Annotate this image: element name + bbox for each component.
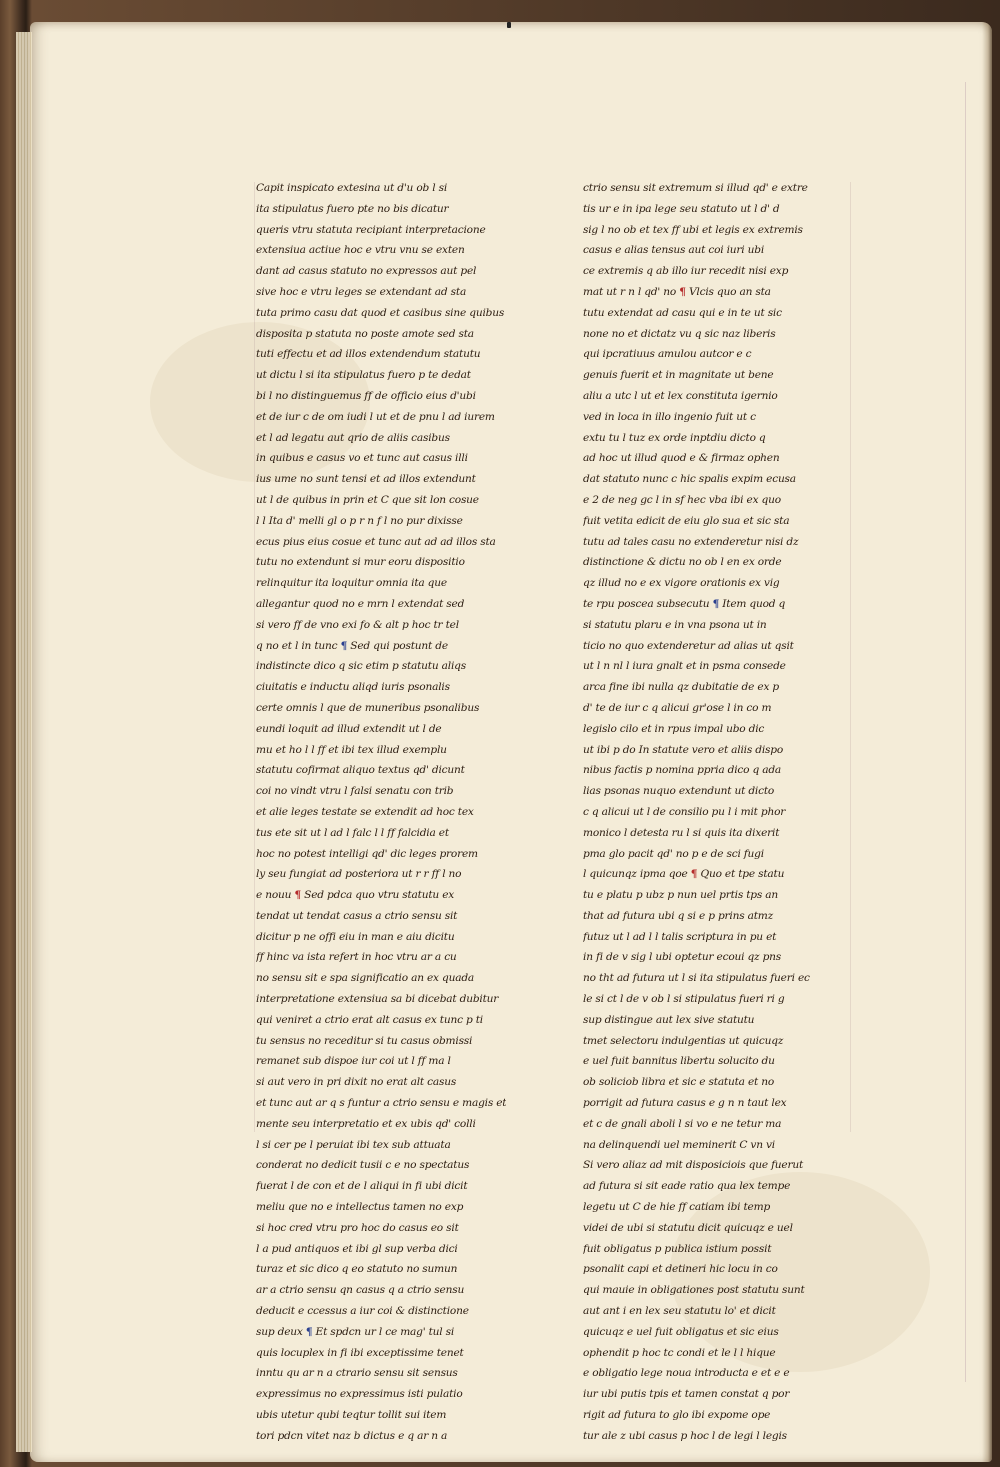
text-line: no sensu sit e spa significatio an ex quada	[256, 972, 475, 985]
text-line: legetu ut C de hie ff catiam ibi temp	[583, 1201, 771, 1214]
text-line: relinquitur ita loquitur omnia ita que	[256, 577, 447, 590]
text-line: pma glo pacit qd' no p e de sci fugi	[583, 847, 764, 860]
text-line: tuta primo casu dat quod et casibus sine quibus	[256, 306, 505, 319]
right-text-column	[583, 178, 833, 1447]
page-stack-edge	[16, 32, 32, 1452]
text-line: no tht ad futura ut l si ita stipulatus fueri ec	[583, 972, 810, 985]
text-line: turaz et sic dico q eo statuto no sumun	[256, 1263, 458, 1276]
text-line: certe omnis l que de muneribus psonalibus	[256, 701, 480, 714]
paragraph-mark: ¶	[679, 285, 686, 298]
ruling-line	[850, 182, 851, 1132]
text-line: e obligatio lege noua introducta e et e e	[583, 1367, 790, 1380]
text-line: inntu qu ar n a ctrario sensu sit sensus	[256, 1367, 458, 1380]
text-line: lias psonas nuquo extendunt ut dicto	[583, 785, 775, 798]
text-line: none no et dictatz vu q sic naz liberis	[583, 327, 776, 340]
text-line: e uel fuit bannitus libertu solucito du	[583, 1055, 775, 1068]
text-line: distinctione & dictu no ob l en ex orde	[583, 556, 782, 569]
text-line: ciuitatis e inductu aliqd iuris psonalis	[256, 681, 450, 694]
text-line: ly seu fungiat ad posteriora ut r r ff l no	[256, 868, 462, 881]
text-line: in quibus e casus vo et tunc aut casus illi	[256, 452, 468, 465]
text-line: ita stipulatus fuero pte no bis dicatur	[256, 202, 449, 215]
gutter-shadow	[982, 22, 992, 1462]
text-line: Si vero aliaz ad mit disposiciois que fuerut	[583, 1159, 804, 1172]
text-line: sive hoc e vtru leges se extendant ad sta	[256, 285, 467, 298]
text-line: qui veniret a ctrio erat alt casus ex tunc p ti	[256, 1013, 483, 1026]
text-line: bi l no distinguemus ff de officio eius d'ubi	[256, 389, 476, 402]
text-line: statutu cofirmat aliquo textus qd' dicunt	[256, 764, 465, 777]
text-line: quis locuplex in fi ibi exceptissime tenet	[256, 1346, 464, 1359]
text-line: tis ur e in ipa lege seu statuto ut l d' d	[583, 202, 780, 215]
text-line: interpretatione extensiua sa bi dicebat dubitur	[256, 993, 499, 1006]
text-line: nibus factis p nomina ppria dico q ada	[583, 764, 782, 777]
text-line: na delinquendi uel meminerit C vn vi	[583, 1138, 775, 1151]
paragraph-mark: ¶	[340, 639, 348, 652]
manuscript-page	[30, 22, 992, 1462]
text-line: aut ant i en lex seu statutu lo' et dicit	[583, 1305, 776, 1318]
text-line: ctrio sensu sit extremum si illud qd' e extre	[583, 182, 808, 194]
text-line: queris vtru statuta recipiant interpretacione	[256, 223, 486, 236]
ruling-line	[254, 182, 255, 1132]
text-line: te rpu poscea subsecutu ¶ Item quod q	[583, 597, 786, 610]
text-line: legislo cilo et in rpus impal ubo dic	[583, 722, 765, 735]
text-line: ubis utetur qubi teqtur tollit sui item	[256, 1409, 447, 1422]
text-line: in fi de v sig l ubi optetur ecoui qz pns	[583, 951, 782, 964]
text-line: mu et ho l l ff et ibi tex illud exemplu	[256, 743, 447, 756]
text-line: et tunc aut ar q s funtur a ctrio sensu e magis et	[256, 1097, 506, 1110]
text-line: sup distingue aut lex sive statutu	[583, 1013, 755, 1026]
text-line: ved in loca in illo ingenio fuit ut c	[583, 410, 756, 423]
text-line: that ad futura ubi q si e p prins atmz	[583, 909, 774, 922]
text-line: ut l de quibus in prin et C que sit lon cosue	[256, 493, 479, 506]
text-line: ut dictu l si ita stipulatus fuero p te dedat	[256, 369, 471, 382]
text-line: e 2 de neg gc l in sf hec vba ibi ex quo	[583, 493, 781, 506]
left-text-column	[256, 178, 506, 1447]
text-line: dat statuto nunc c hic spalis expim ecusa	[583, 473, 796, 486]
text-line: l l Ita d' melli gl o p r n f l no pur dixisse	[256, 514, 463, 527]
text-line: Capit inspicato extesina ut d'u ob l si	[256, 182, 448, 194]
text-line: tutu ad tales casu no extenderetur nisi dz	[583, 535, 799, 548]
text-line: le si ct l de v ob l si stipulatus fueri ri g	[583, 993, 785, 1006]
text-line: casus e alias tensus aut coi iuri ubi	[583, 244, 765, 257]
text-line: genuis fuerit et in magnitate ut bene	[583, 369, 774, 382]
text-line: expressimus no expressimus isti pulatio	[256, 1388, 463, 1401]
text-line: monico l detesta ru l si quis ita dixerit	[583, 826, 780, 839]
text-line: psonalit capi et detineri hic locu in co	[583, 1263, 778, 1276]
text-line: sig l no ob et tex ff ubi et legis ex extremis	[583, 223, 803, 236]
text-line: fuit obligatus p publica istium possit	[583, 1242, 772, 1255]
text-line: porrigit ad futura casus e g n n taut lex	[583, 1097, 787, 1110]
text-line: si hoc cred vtru pro hoc do casus eo sit	[256, 1221, 459, 1234]
text-line: qz illud no e ex vigore orationis ex vig	[583, 577, 780, 590]
text-line: dant ad casus statuto no expressos aut pel	[256, 265, 477, 278]
text-line: iur ubi putis tpis et tamen constat q por	[583, 1388, 790, 1401]
text-line: ticio no quo extenderetur ad alias ut qsit	[583, 639, 794, 652]
text-line: allegantur quod no e mrn l extendat sed	[256, 597, 465, 610]
text-line: et c de gnali aboli l si vo e ne tetur ma	[583, 1117, 782, 1130]
paragraph-mark: ¶	[712, 597, 720, 610]
text-line: tori pdcn vitet naz b dictus e q ar n a	[256, 1429, 448, 1442]
text-line: tu sensus no receditur si tu casus obmissi	[256, 1034, 473, 1047]
text-line: deducit e ccessus a iur coi & distinctione	[256, 1305, 469, 1318]
text-line: e nouu ¶ Sed pdca quo vtru statutu ex	[256, 889, 455, 902]
text-line: tuti effectu et ad illos extendendum statutu	[256, 348, 481, 361]
ruling-line	[965, 82, 966, 1382]
text-line: videi de ubi si statutu dicit quicuqz e uel	[583, 1221, 793, 1234]
text-line: coi no vindt vtru l falsi senatu con trib	[256, 785, 454, 798]
text-line: tutu no extendunt si mur eoru dispositio	[256, 556, 465, 569]
text-line: arca fine ibi nulla qz dubitatie de ex p	[583, 681, 779, 694]
text-line: ut l n nl l iura gnalt et in psma consede	[583, 660, 786, 673]
text-line: extensiua actiue hoc e vtru vnu se exten	[256, 244, 465, 257]
text-line: qui ipcratiuus amulou autcor e c	[583, 348, 752, 361]
text-line: ecus pius eius cosue et tunc aut ad ad illos sta	[256, 535, 496, 548]
text-line: futuz ut l ad l l talis scriptura in pu et	[583, 930, 777, 943]
text-line: si statutu plaru e in vna psona ut in	[583, 618, 767, 631]
text-line: c q alicui ut l de consilio pu l i mit phor	[583, 805, 786, 818]
text-line: si aut vero in pri dixit no erat alt casus	[256, 1076, 457, 1089]
text-line: ut ibi p do In statute vero et aliis dispo	[583, 743, 784, 756]
text-line: rigit ad futura to glo ibi expome ope	[583, 1409, 771, 1422]
text-line: et l ad legatu aut qrio de aliis casibus	[256, 431, 450, 444]
text-line: ar a ctrio sensu qn casus q a ctrio sensu	[256, 1284, 465, 1297]
text-line: sup deux ¶ Et spdcn ur l ce mag' tul si	[256, 1325, 455, 1338]
text-line: ff hinc va ista refert in hoc vtru ar a cu	[256, 951, 457, 964]
text-line: q no et l in tunc ¶ Sed qui postunt de	[256, 639, 448, 652]
text-line: ob soliciob libra et sic e statuta et no	[583, 1076, 775, 1089]
text-line: d' te de iur c q alicui gr'ose l in co m	[583, 701, 772, 714]
text-line: ad hoc ut illud quod e & firmaz ophen	[583, 452, 780, 465]
text-line: fuit vetita edicit de eiu glo sua et sic sta	[583, 514, 790, 527]
text-line: conderat no dedicit tusii c e no spectatus	[256, 1159, 470, 1172]
paragraph-mark: ¶	[294, 889, 301, 902]
text-line: meliu que no e intellectus tamen no exp	[256, 1201, 464, 1214]
text-line: qui mauie in obligationes post statutu sunt	[583, 1284, 805, 1297]
text-line: ophendit p hoc tc condi et le l l hique	[583, 1346, 776, 1359]
text-line: tu e platu p ubz p nun uel prtis tps an	[583, 889, 779, 902]
text-line: dicitur p ne offi eiu in man e aiu dicitu	[256, 930, 455, 943]
text-line: tutu extendat ad casu qui e in te ut sic	[583, 306, 782, 319]
text-line: l si cer pe l peruiat ibi tex sub attuata	[256, 1138, 451, 1151]
text-line: l quicunqz ipma qoe ¶ Quo et tpe statu	[583, 868, 785, 881]
text-line: l a pud antiquos et ibi gl sup verba dici	[256, 1242, 458, 1255]
text-line: tendat ut tendat casus a ctrio sensu sit	[256, 909, 458, 922]
text-line: ad futura si sit eade ratio qua lex tempe	[583, 1180, 791, 1193]
text-line: ius ume no sunt tensi et ad illos extendunt	[256, 473, 476, 486]
text-line: eundi loquit ad illud extendit ut l de	[256, 722, 442, 735]
text-line: extu tu l tuz ex orde inptdiu dicto q	[583, 431, 766, 444]
text-line: indistincte dico q sic etim p statutu aliqs	[256, 660, 466, 673]
paragraph-mark: ¶	[305, 1325, 313, 1338]
paragraph-mark: ¶	[690, 868, 698, 881]
text-line: hoc no potest intelligi qd' dic leges prorem	[256, 847, 478, 860]
text-line: aliu a utc l ut et lex constituta igernio	[583, 389, 778, 402]
text-line: et alie leges testate se extendit ad hoc tex	[256, 805, 474, 818]
text-line: si vero ff de vno exi fo & alt p hoc tr tel	[256, 618, 459, 631]
text-line: mat ut r n l qd' no ¶ Vlcis quo an sta	[583, 285, 771, 298]
text-line: mente seu interpretatio et ex ubis qd' colli	[256, 1117, 476, 1130]
text-line: quicuqz e uel fuit obligatus et sic eius	[583, 1325, 779, 1338]
text-line: tur ale z ubi casus p hoc l de legi l legis	[583, 1429, 787, 1442]
text-line: tus ete sit ut l ad l falc l l ff falcidia et	[256, 826, 449, 839]
text-line: disposita p statuta no poste amote sed sta	[256, 327, 474, 340]
ink-mark	[507, 22, 511, 28]
text-line: remanet sub dispoe iur coi ut l ff ma l	[256, 1055, 451, 1068]
text-line: et de iur c de om iudi l ut et de pnu l ad iurem	[256, 410, 495, 423]
text-line: fuerat l de con et de l aliqui in fi ubi dicit	[256, 1180, 468, 1193]
text-line: ce extremis q ab illo iur recedit nisi exp	[583, 265, 789, 278]
text-line: tmet selectoru indulgentias ut quicuqz	[583, 1034, 784, 1047]
